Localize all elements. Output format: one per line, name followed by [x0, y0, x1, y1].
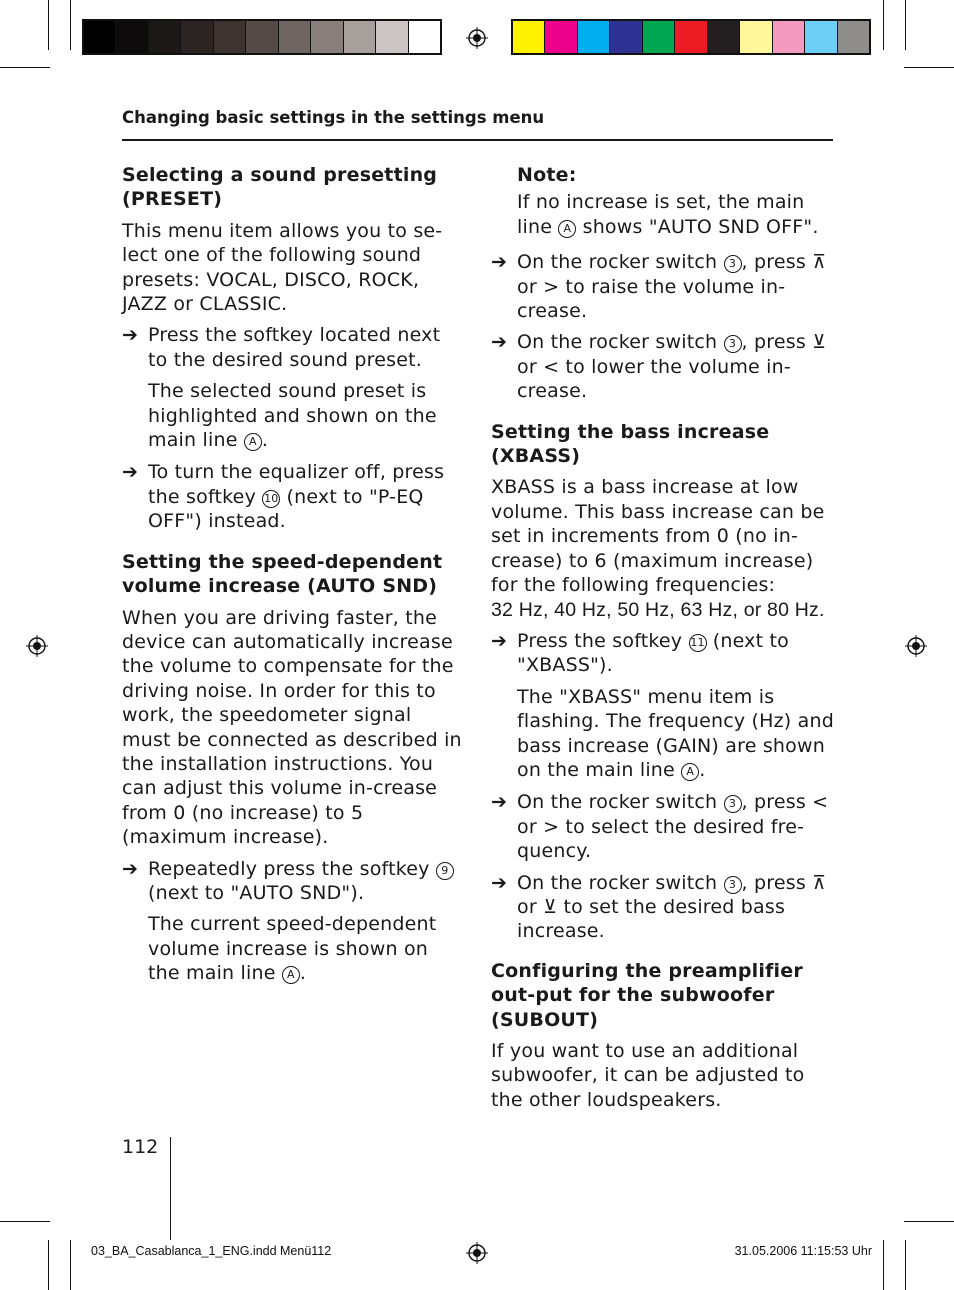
xbass-heading: Setting the bass increase (XBASS) — [491, 420, 770, 468]
arrow-icon: ➔ — [122, 461, 139, 484]
crop-mark — [905, 0, 906, 50]
arrow-icon: ➔ — [491, 871, 508, 894]
preset-heading: Selecting a sound presetting (PRESET) — [122, 164, 438, 211]
left-column — [122, 163, 462, 986]
ref-3-icon: 3 — [724, 876, 742, 894]
ref-10-icon: 10 — [262, 490, 280, 508]
page-number-rule — [170, 1137, 171, 1240]
color-swatch — [707, 21, 739, 53]
crop-mark — [905, 1240, 906, 1290]
or-text: or — [517, 895, 537, 918]
arrow-icon: ➔ — [491, 791, 508, 814]
color-swatch — [213, 21, 245, 53]
note-text — [517, 190, 834, 239]
color-swatch — [513, 21, 544, 53]
step-mid: , press — [741, 331, 806, 354]
crop-mark — [904, 1221, 954, 1222]
color-swatch — [408, 21, 440, 53]
step-text-end: or < to lower the volume in-crease. — [517, 355, 791, 403]
crop-mark — [70, 0, 71, 50]
raise-step — [491, 250, 834, 323]
registration-mark-icon — [466, 1242, 488, 1264]
step-text: On the rocker switch — [517, 251, 718, 274]
note-text: The current speed-dependent volume increase is shown on the main line — [148, 913, 437, 985]
arrow-icon: ➔ — [491, 331, 508, 354]
color-swatch — [739, 21, 771, 53]
crop-mark — [0, 67, 50, 68]
color-swatch — [278, 21, 310, 53]
registration-mark-icon — [905, 635, 927, 657]
preset-step-1-text: Press the softkey located next to the desired sound preset. — [148, 324, 441, 371]
xbass-body: XBASS is a bass increase at low volume. This bass increase can be set in increments from 0 (no in-crease) to 6 (maximum increase) for the following frequencies: — [491, 476, 825, 597]
preset-body: This menu item allows you to se-lect one of the following sound presets: VOCAL, DISCO, ROCK, JAZZ or CLASSIC. — [122, 219, 443, 316]
ref-11-icon: 11 — [689, 634, 707, 652]
registration-mark-icon — [26, 635, 48, 657]
header-rule — [122, 139, 833, 141]
crop-mark — [0, 1221, 50, 1222]
note-end: . — [299, 962, 307, 985]
color-swatch — [148, 21, 180, 53]
color-swatch — [310, 21, 342, 53]
step-text: Press the softkey — [517, 629, 683, 652]
note-end: . — [261, 429, 269, 452]
step-text: On the rocker switch — [517, 871, 718, 894]
note-label: Note: — [517, 164, 577, 186]
ref-9-icon: 9 — [436, 862, 454, 880]
step-text-end: to set the desired bass increase. — [517, 895, 786, 943]
registration-mark-icon — [466, 27, 488, 49]
autosnd-body: When you are driving faster, the device can automatically increase the volume to compensate for the driving noise. In order for this to work, the speedometer signal must be connected as described in the installation instructions. You can adjust this volume in-crease from 0 (no increase) to 5 (maximum increase). — [122, 606, 462, 849]
step-mid: , press — [741, 251, 806, 274]
color-swatch — [837, 21, 869, 53]
rocker-down-icon: ⊻ — [812, 331, 827, 354]
ref-3-icon: 3 — [724, 335, 742, 353]
step-text-end: (next to "AUTO SND"). — [148, 881, 365, 904]
right-column — [491, 163, 834, 1112]
arrow-icon: ➔ — [491, 251, 508, 274]
ref-a-icon: A — [244, 433, 262, 451]
autosnd-note — [122, 912, 462, 985]
color-swatch — [642, 21, 674, 53]
color-swatch — [245, 21, 277, 53]
preset-step-1-note — [122, 379, 462, 452]
color-swatch — [544, 21, 576, 53]
color-swatch — [772, 21, 804, 53]
note-pre: If no increase is set, the main line — [517, 191, 805, 238]
autosnd-heading: Setting the speed-dependent volume increase (AUTO SND) — [122, 550, 443, 598]
crop-mark — [904, 67, 954, 68]
crop-mark — [883, 1240, 884, 1290]
ref-3-icon: 3 — [724, 255, 742, 273]
ref-3-icon: 3 — [724, 795, 742, 813]
step-text: On the rocker switch — [517, 331, 718, 354]
xbass-freq-step — [491, 790, 834, 863]
color-swatch — [84, 21, 115, 53]
page-number: 112 — [122, 1136, 159, 1158]
note-post: shows "AUTO SND OFF". — [582, 215, 819, 238]
xbass-note — [491, 685, 834, 783]
note-text: The "XBASS" menu item is flashing. The frequency (Hz) and bass increase (GAIN) are shown on the main line — [517, 685, 834, 781]
step-text: On the rocker switch — [517, 791, 718, 814]
process-color-bar — [511, 19, 871, 55]
color-swatch — [343, 21, 375, 53]
rocker-down-icon: ⊻ — [543, 895, 558, 918]
step-text-end: or > to raise the volume in-crease. — [517, 275, 786, 323]
arrow-icon: ➔ — [491, 629, 508, 652]
ref-a-icon: A — [681, 763, 699, 781]
ref-a-icon: A — [558, 220, 576, 238]
subout-body: If you want to use an additional subwoofer, it can be adjusted to the other loudspeakers. — [491, 1040, 805, 1111]
arrow-icon: ➔ — [122, 857, 139, 880]
preset-step-2 — [122, 460, 462, 533]
step-text: To turn the equalizer off, press the softkey — [148, 461, 445, 508]
crop-mark — [48, 1240, 49, 1290]
step-text-end: < or > to select the desired fre-quency. — [517, 791, 829, 863]
color-swatch — [609, 21, 641, 53]
rocker-up-icon: ⊼ — [812, 251, 827, 274]
color-swatch — [115, 21, 147, 53]
preset-step-1 — [122, 323, 462, 372]
step-text: Repeatedly press the softkey — [148, 857, 430, 880]
ref-a-icon: A — [282, 966, 300, 984]
color-swatch — [674, 21, 706, 53]
footer-file-slug: 03_BA_Casablanca_1_ENG.indd Menü112 — [91, 1244, 332, 1258]
step-mid: , press — [741, 871, 806, 894]
crop-mark — [70, 1240, 71, 1290]
running-header: Changing basic settings in the settings menu — [122, 108, 545, 127]
footer-date-slug: 31.05.2006 11:15:53 Uhr — [734, 1244, 872, 1258]
lower-step — [491, 330, 834, 403]
xbass-bass-step — [491, 871, 834, 944]
color-swatch — [375, 21, 407, 53]
step-mid: , press — [741, 791, 806, 814]
step-text-end: (next to "P-EQ OFF") instead. — [148, 485, 424, 533]
step-text-end: (next to "XBASS"). — [517, 629, 789, 677]
grayscale-color-bar — [82, 19, 442, 55]
note-end: . — [699, 758, 706, 781]
crop-mark — [883, 0, 884, 50]
color-swatch — [577, 21, 609, 53]
note-block — [491, 163, 834, 239]
xbass-step — [491, 629, 834, 678]
color-swatch — [804, 21, 836, 53]
xbass-frequencies: 32 Hz, 40 Hz, 50 Hz, 63 Hz, or 80 Hz. — [491, 598, 825, 621]
color-swatch — [180, 21, 212, 53]
note-text: The selected sound preset is highlighted and shown on the main line — [148, 380, 437, 452]
autosnd-step — [122, 857, 462, 906]
rocker-up-icon: ⊼ — [812, 871, 827, 894]
arrow-icon: ➔ — [122, 324, 139, 347]
crop-mark — [48, 0, 49, 50]
subout-heading: Configuring the preamplifier out-put for the subwoofer (SUBOUT) — [491, 959, 803, 1031]
